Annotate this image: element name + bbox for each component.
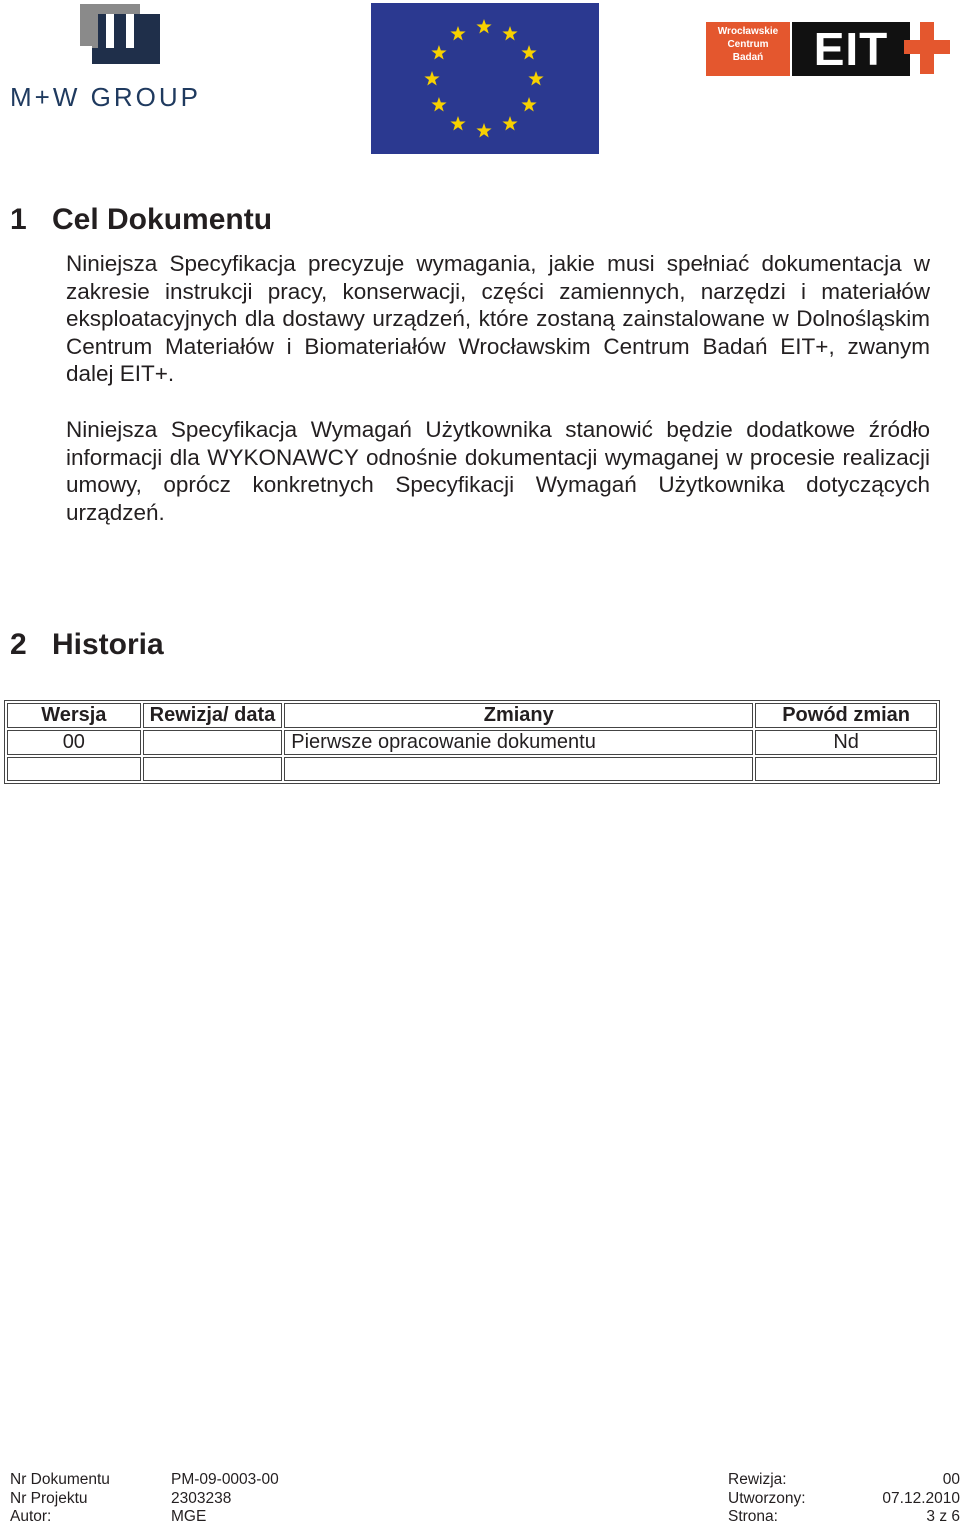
paragraph: Niniejsza Specyfikacja precyzuje wymagania, jakie musi spełniać dokumentacja w zakresie instrukcji pracy, konserwacji, części zamiennych, narzędzi i materiałów eksploatacyjnych dla dostawy urządzeń, które zostaną zainstalowane w Dolnośląskim Centrum Materiałów i Biomateriałów Wrocławskim Centrum Badań EIT+, zwanym dalej EIT+.	[66, 251, 930, 386]
footer-label: Nr Dokumentu	[10, 1471, 110, 1488]
footer-value: 07.12.2010	[882, 1489, 960, 1507]
footer-value: 3 z 6	[926, 1508, 960, 1525]
plus-icon	[904, 16, 950, 80]
history-table	[4, 700, 940, 784]
column-header: Rewizja/ data	[143, 703, 283, 728]
table-cell	[755, 757, 937, 781]
section-number: 1	[10, 203, 27, 236]
paragraph: Niniejsza Specyfikacja Wymagań Użytkownika stanowić będzie dodatkowe źródło informacji dla WYKONAWCY odnośnie dokumentacji wymaganej w procesie realizacji umowy, oprócz konkretnych Specyfikacji Wymagań Użytkownika dotyczących urządzeń.	[66, 417, 930, 525]
table-cell: 00	[7, 730, 141, 755]
column-header: Wersja	[7, 703, 141, 728]
table-row	[7, 730, 937, 755]
footer-label: Utworzony:	[728, 1489, 806, 1507]
section-number: 2	[10, 628, 27, 661]
section-heading	[10, 203, 272, 237]
eit-main-text: EIT	[792, 22, 910, 76]
section-title: Historia	[52, 628, 164, 661]
eu-flag-logo	[371, 3, 599, 154]
section-heading	[10, 628, 164, 662]
footer-label: Strona:	[728, 1508, 778, 1525]
footer-value: PM-09-0003-00	[171, 1471, 279, 1488]
mw-group-logo	[8, 2, 223, 114]
eit-small-line: Badań	[732, 52, 764, 63]
table-row	[7, 757, 937, 781]
table-cell: Nd	[755, 730, 937, 755]
table-cell	[7, 757, 141, 781]
footer-value: 2303238	[171, 1489, 232, 1507]
section-title: Cel Dokumentu	[52, 203, 273, 236]
footer-row	[10, 1490, 960, 1509]
column-header: Zmiany	[284, 703, 753, 728]
footer-label: Nr Projektu	[10, 1489, 88, 1507]
footer-label: Autor:	[10, 1508, 52, 1525]
footer-value: 00	[942, 1471, 960, 1488]
table-cell	[143, 730, 283, 755]
table-cell	[284, 757, 753, 781]
mw-logo-text: M+W GROUP	[10, 82, 201, 112]
page-footer	[10, 1471, 960, 1527]
footer-row	[10, 1471, 960, 1490]
eit-small-line: Centrum	[727, 39, 769, 50]
footer-label: Rewizja:	[728, 1471, 787, 1488]
footer-value: MGE	[171, 1508, 207, 1525]
eit-plus-logo	[706, 18, 950, 82]
mw-logo-mark	[80, 4, 160, 64]
table-cell: Pierwsze opracowanie dokumentu	[284, 730, 753, 755]
column-header: Powód zmian	[755, 703, 937, 728]
table-header-row	[7, 703, 937, 728]
table-cell	[143, 757, 283, 781]
eit-small-box	[706, 22, 790, 76]
eit-small-line: Wrocławskie	[717, 26, 779, 37]
